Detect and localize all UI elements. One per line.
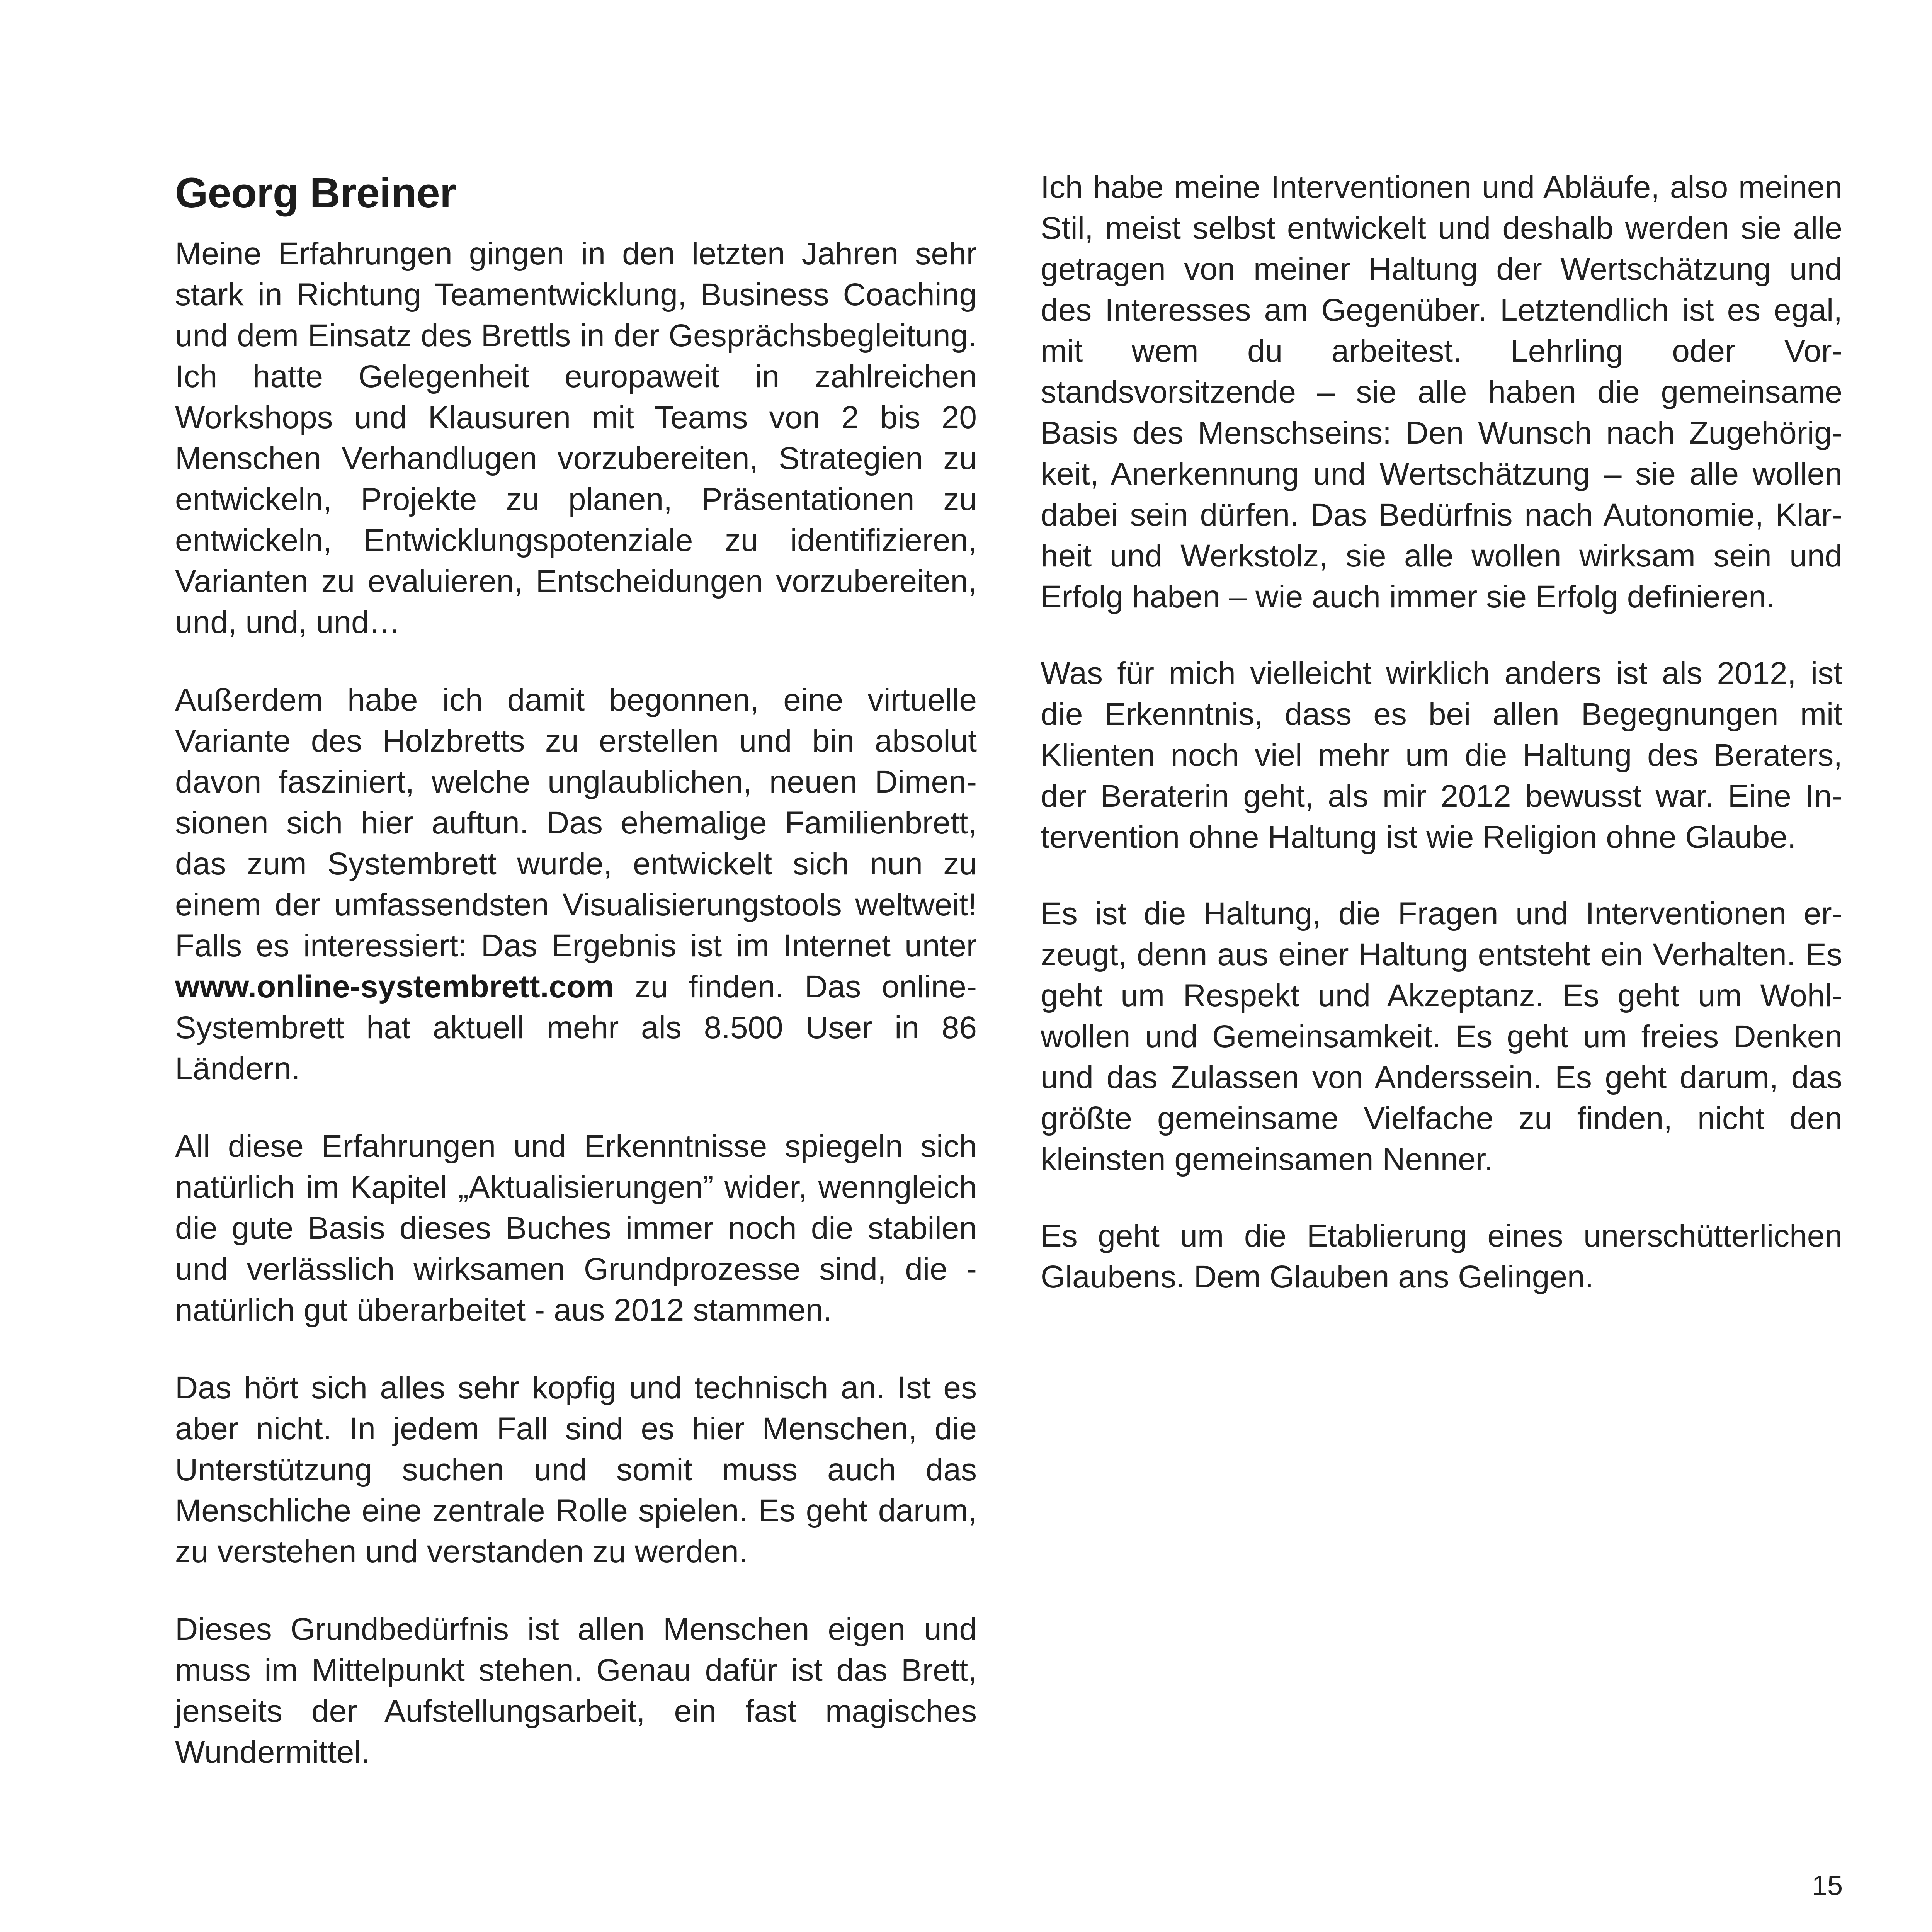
paragraph-attitude: Es ist die Haltung, die Fragen und Interventionen erzeugt, denn aus einer Haltung entsteht ein Verhalten. Es geht um Respekt und Akzeptanz. Es geht um Wohlwollen und Gemeinsamkeit. Es geht um freies Denken und das Zulassen von Anderssein. Es geht darum, das größte gemeinsame Vielfache zu finden, nicht den kleinsten gemeinsamen Nenner. [1041,896,1842,1177]
paragraph-human-role: Das hört sich alles sehr kopfig und technisch an. Ist es aber nicht. In jedem Fall sind es hier Menschen, die Unterstützung suchen und somit muss auch das Menschliche eine zentrale Rolle spielen. Es geht darum, zu verstehen und verstanden zu werden. [175,1370,977,1569]
paragraph-basic-need: Dieses Grundbedürfnis ist allen Menschen eigen und muss im Mittelpunkt stehen. Genau dafür ist das Brett, jenseits der Aufstellungsarbeit, ein fast magisches Wundermittel. [175,1612,977,1770]
paragraph-insight: Was für mich vielleicht wirklich anders ist als 2012, ist die Erkenntnis, dass es bei allen Begegnungen mit Klienten noch viel mehr um die Haltung des Beraters, der Beraterin geht, als mir 2012 bewusst war. Eine Intervention ohne Haltung ist wie Religion ohne Glaube. [1041,656,1842,855]
paragraph-experience: Meine Erfahrungen gingen in den letzten Jahren sehr stark in Richtung Teamentwicklung, Business Coaching und dem Einsatz des Brettls in der Gesprächsbegleitung. Ich hatte Gelegenheit europaweit in zahlreichen Workshops und Klausuren mit Teams von 2 bis 20 Menschen Verhandlugen vorzubereiten, Strategien zu entwickeln, Projekte zu planen, Präsentationen zu entwickeln, Entwicklungspotenziale zu identifizieren, Varianten zu evaluieren, Entscheidungen vorzubereiten, und, und, und… [175,236,977,640]
author-heading: Georg Breiner [175,169,456,217]
page-number: 15 [1811,1870,1843,1901]
paragraph-interventions: Ich habe meine Interventionen und Abläufe, also meinen Stil, meist selbst entwickelt und deshalb werden sie alle getragen von meiner Haltung der Wertschätzung und des Interesses am Gegenüber. Letztendlich ist es egal, mit wem du arbeitest. Lehrling oder Vorstandsvorsitzende – sie alle haben die gemeinsame Basis des Menschseins: Den Wunsch nach Zugehörigkeit, Anerkennung und Wertschätzung – sie alle wollen dabei sein dürfen. Das Bedürfnis nach Autonomie, Klarheit und Werkstolz, sie alle wollen wirksam sein und Erfolg haben – wie auch immer sie Erfolg definieren. [1041,170,1842,614]
paragraph-belief: Es geht um die Etablierung eines unerschütterlichen Glaubens. Dem Glauben ans Gelingen. [1041,1218,1842,1294]
paragraph-updates: All diese Erfahrungen und Erkenntnisse spiegeln sich natürlich im Kapitel „Aktualisierungen” wider, wenngleich die gute Basis dieses Buches immer noch die stabilen und verlässlich wirksamen Grundprozesse sind, die - natürlich gut überarbeitet - aus 2012 stammen. [175,1129,977,1328]
paragraph-online-systembrett [175,680,977,1089]
paragraph-text-before-link: Außerdem habe ich damit begonnen, eine virtuelle Variante des Holzbretts zu erstellen und bin absolut davon fasziniert, welche unglaublichen, neuen Dimensionen sich hier auftun. Das ehemalige Familienbrett, das zum Systembrett wurde, entwickelt sich nun zu einem der umfassendsten Visualisierungstools weltweit! Falls es interessiert: Das Ergebnis ist im Internet unter [175,682,977,963]
left-column [175,162,977,1810]
website-link-text: www.online-systembrett.com [175,969,614,1004]
right-column [1041,167,1842,1333]
paragraph-text-after-link: zu finden. Das online-Systembrett hat aktuell mehr als 8.500 User in 86 Ländern. [175,969,977,1086]
